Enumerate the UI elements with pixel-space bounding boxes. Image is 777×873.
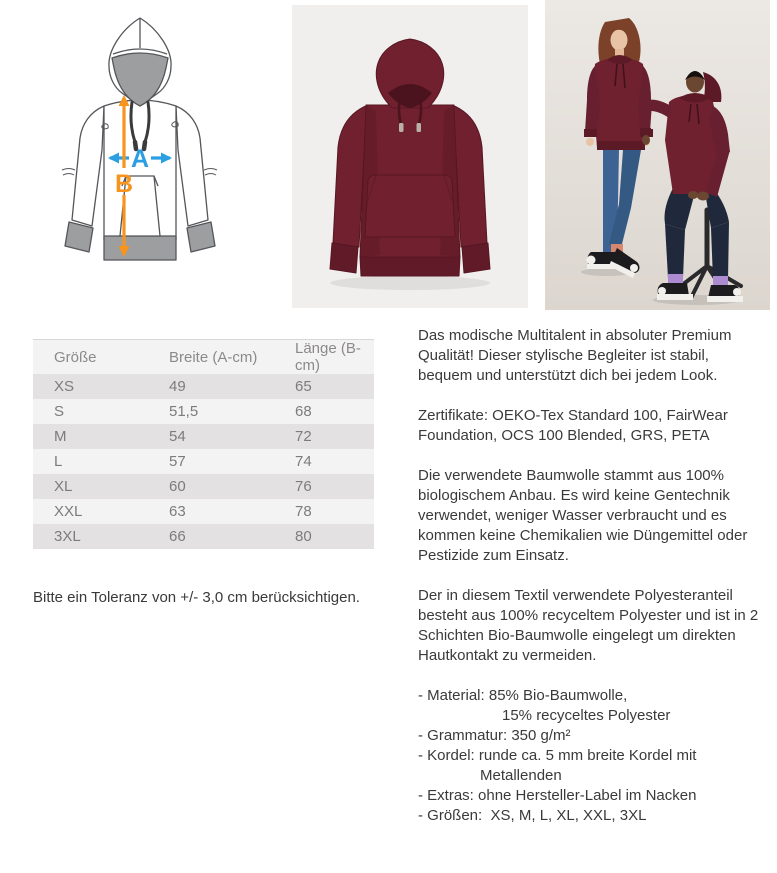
spec-material: - Material: 85% Bio-Baumwolle, — [418, 687, 628, 704]
product-photo — [292, 5, 528, 308]
size-row-xl — [33, 474, 374, 499]
spec-groessen: - Größen: XS, M, L, XL, XXL, 3XL — [418, 807, 647, 824]
size-row-l — [33, 449, 374, 474]
size-table-header-row — [33, 340, 374, 375]
models-wearing-hoodies — [545, 0, 770, 310]
breite-cell: 60 — [169, 474, 295, 499]
laenge-cell: 78 — [295, 499, 374, 524]
cotton-paragraph: Die verwendete Baumwolle stammt aus 100% biologischem Anbau. Es wird keine Gentechnik verwendet, weniger Wasser verbraucht und es kommen keine Chemikalien wie Düngemittel oder Pestizide zum Einsatz. — [418, 467, 748, 564]
description-paragraph: Das modische Multitalent in absoluter Premium Qualität! Dieser stylische Begleiter ist stabil, bequem und unterstützt dich bei jedem Look. — [418, 327, 732, 384]
breite-cell: 63 — [169, 499, 295, 524]
laenge-cell: 80 — [295, 524, 374, 549]
size-cell: 3XL — [33, 524, 169, 549]
burgundy-hoodie-front — [292, 5, 528, 308]
size-row-s — [33, 399, 374, 424]
spec-list — [418, 686, 764, 826]
col-header-breite: Breite (A-cm) — [169, 340, 295, 375]
col-header-groesse: Größe — [33, 340, 169, 375]
spec-grammatur: - Grammatur: 350 g/m² — [418, 727, 571, 744]
spec-extras: - Extras: ohne Hersteller-Label im Nacken — [418, 787, 697, 804]
laenge-cell: 74 — [295, 449, 374, 474]
size-table — [33, 339, 374, 549]
size-row-3xl — [33, 524, 374, 549]
size-cell: M — [33, 424, 169, 449]
polyester-paragraph: Der in diesem Textil verwendete Polyesteranteil besteht aus 100% recyceltem Polyester und ist in 2 Schichten Bio-Baumwolle eingelegt um direkten Hautkontakt zu vermeiden. — [418, 587, 759, 664]
laenge-cell: 68 — [295, 399, 374, 424]
breite-cell: 57 — [169, 449, 295, 474]
width-label-a: A — [130, 145, 150, 173]
breite-cell: 66 — [169, 524, 295, 549]
size-cell: XS — [33, 374, 169, 399]
size-row-xxl — [33, 499, 374, 524]
tolerance-note: Bitte ein Toleranz von +/- 3,0 cm berücksichtigen. — [33, 589, 360, 606]
hoodie-measurement-diagram — [52, 10, 228, 292]
models-photo — [545, 0, 770, 310]
breite-cell: 51,5 — [169, 399, 295, 424]
size-cell: S — [33, 399, 169, 424]
size-diagram-image — [52, 10, 228, 292]
laenge-cell: 76 — [295, 474, 374, 499]
product-media-row — [0, 0, 777, 312]
size-cell: XL — [33, 474, 169, 499]
certificates-paragraph: Zertifikate: OEKO-Tex Standard 100, FairWear Foundation, OCS 100 Blended, GRS, PETA — [418, 407, 728, 444]
col-header-laenge: Länge (B-cm) — [295, 340, 374, 375]
product-description — [418, 326, 764, 826]
size-row-xs — [33, 374, 374, 399]
length-label-b: B — [114, 170, 134, 198]
spec-material-2: 15% recyceltes Polyester — [502, 707, 671, 724]
size-cell: L — [33, 449, 169, 474]
breite-cell: 49 — [169, 374, 295, 399]
breite-cell: 54 — [169, 424, 295, 449]
laenge-cell: 65 — [295, 374, 374, 399]
laenge-cell: 72 — [295, 424, 374, 449]
spec-kordel: - Kordel: runde ca. 5 mm breite Kordel mit — [418, 747, 697, 764]
spec-kordel-2: Metallenden — [480, 767, 562, 784]
size-row-m — [33, 424, 374, 449]
size-cell: XXL — [33, 499, 169, 524]
photo-background — [545, 0, 770, 310]
